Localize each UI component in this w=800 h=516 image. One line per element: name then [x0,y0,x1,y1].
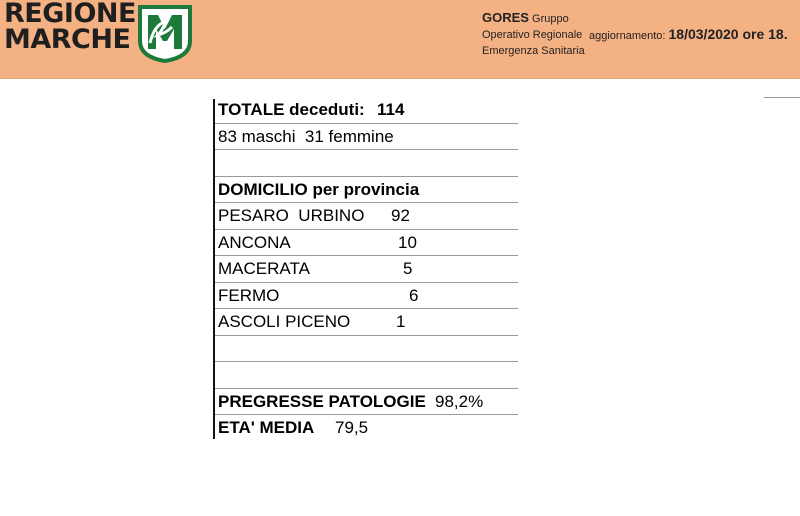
gores-sub2: Operativo Regionale [482,29,583,41]
update-value: 18/03/2020 ore 18. [668,26,788,42]
table-row-province [215,230,518,257]
province-value: 92 [391,206,410,225]
table-row-empty [215,150,518,177]
gores-sub3: Emergenza Sanitaria [482,45,585,57]
province-value: 6 [409,285,419,305]
pathologies-label: PREGRESSE PATOLOGIE [218,391,426,411]
logo-line-2: MARCHE [4,24,131,55]
province-name: FERMO [218,285,280,305]
province-value: 10 [398,232,417,252]
domicile-heading: DOMICILIO per provincia [218,179,420,199]
update-info [589,26,788,42]
deaths-table [215,97,518,442]
table-row-gender [215,124,518,151]
table-row-province [215,309,518,336]
table-row-province [215,283,518,310]
update-label: aggiornamento: [589,30,666,42]
gores-title: GORES [482,10,529,25]
logo-line-1: REGIONE [4,0,136,29]
province-value: 1 [396,312,406,331]
top-right-divider [764,97,800,98]
gores-info [482,10,585,59]
regione-marche-logo-text [4,1,134,53]
table-row-province [215,256,518,283]
table-row-empty [215,362,518,389]
province-name: MACERATA [218,259,310,278]
table-row-pathologies [215,389,518,416]
pathologies-value: 98,2% [435,391,484,411]
province-name: ANCONA [218,232,291,252]
province-name: ASCOLI PICENO [218,312,351,331]
table-row-domicile-heading [215,177,518,204]
header-bar [0,0,800,79]
gores-sub1: Gruppo [532,13,569,25]
table-row-total [215,97,518,124]
province-value: 5 [403,259,413,278]
table-row-empty [215,336,518,363]
province-name: PESARO URBINO [218,206,365,225]
average-age-value: 79,5 [335,418,369,437]
table-row-province [215,203,518,230]
table-row-average-age [215,415,518,442]
total-value: 114 [377,100,405,119]
total-label: TOTALE deceduti: [218,100,365,119]
regione-marche-emblem-icon [136,3,194,63]
gender-text: 83 maschi 31 femmine [218,126,394,146]
average-age-label: ETA' MEDIA [218,418,315,437]
